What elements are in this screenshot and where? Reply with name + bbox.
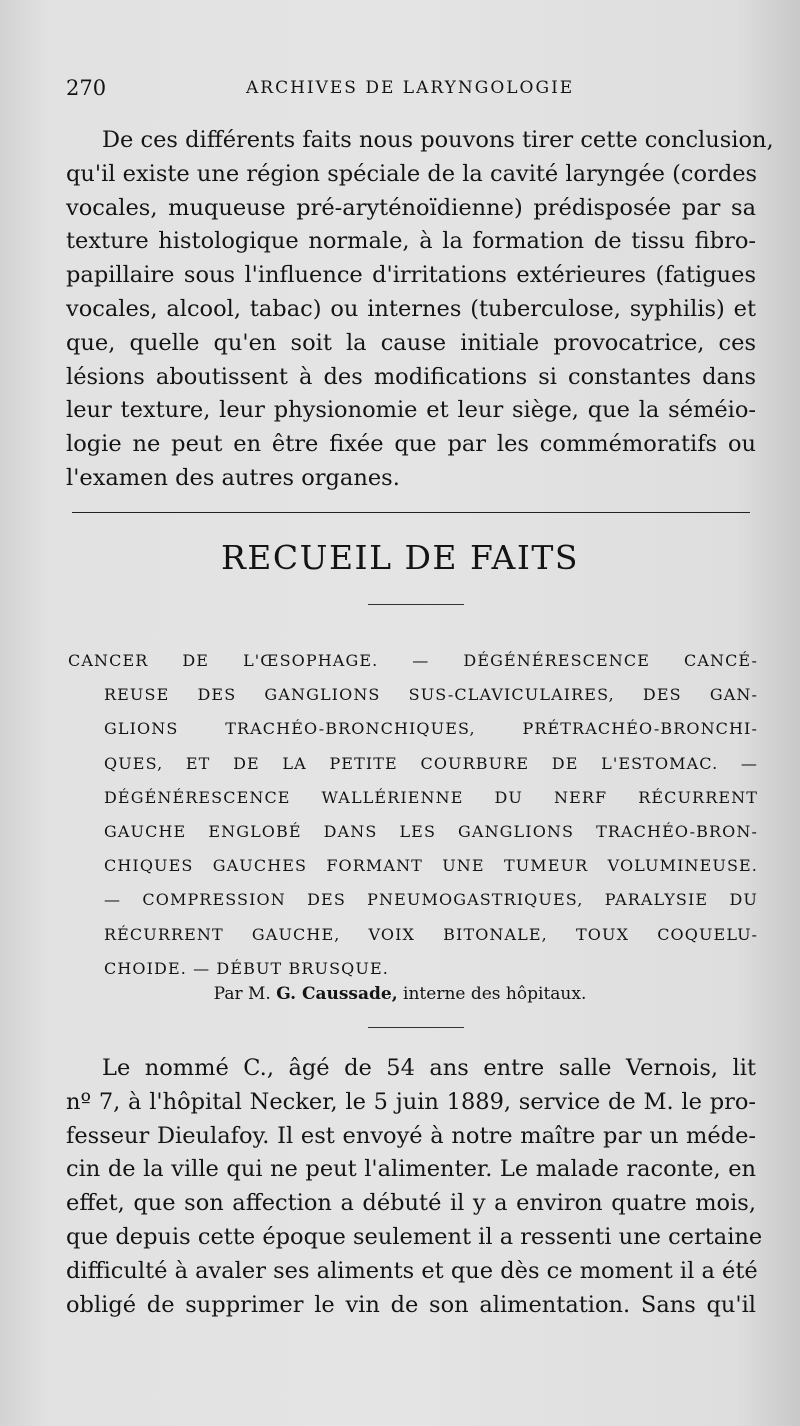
text-line: De ces différents faits nous pouvons tirer cette conclusion, — [102, 127, 774, 153]
case-title-line: CHOIDE. — DÉBUT BRUSQUE. — [104, 958, 389, 978]
text-line: vocales, muqueuse pré-aryténoïdienne) prédisposée par sa — [66, 194, 756, 221]
text-line: Le nommé C., âgé de 54 ans entre salle Vernois, lit — [102, 1055, 756, 1081]
text-line: vocales, alcool, tabac) ou internes (tuberculose, syphilis) et — [66, 295, 756, 322]
short-divider — [368, 1027, 464, 1028]
text-line: papillaire sous l'influence d'irritations extérieures (fatigues — [66, 262, 756, 289]
text-line: texture histologique normale, à la formation de tissu fibro- — [66, 228, 756, 255]
text-line: lésions aboutissent à des modifications si constantes dans — [66, 363, 756, 390]
text-line: que, quelle qu'en soit la cause initiale provocatrice, ces — [66, 329, 756, 356]
case-title-line: QUES, ET DE LA PETITE COURBURE DE L'ESTOMAC. — — [104, 753, 758, 773]
text-line: cin de la ville qui ne peut l'alimenter. Le malade raconte, en — [66, 1156, 756, 1183]
page-header — [66, 76, 760, 106]
case-title-line: DÉGÉNÉRESCENCE WALLÉRIENNE DU NERF RÉCURRENT — [104, 787, 758, 807]
short-divider — [368, 604, 464, 605]
text-line: obligé de supprimer le vin de son alimentation. Sans qu'il — [66, 1291, 756, 1318]
text-line: fesseur Dieulafoy. Il est envoyé à notre maître par un méde- — [66, 1122, 756, 1149]
case-title-line: REUSE DES GANGLIONS SUS-CLAVICULAIRES, DES GAN- — [104, 685, 758, 705]
case-title — [68, 644, 758, 986]
section-title: RECUEIL DE FAITS — [220, 538, 580, 577]
text-line: que depuis cette époque seulement il a ressenti une certaine — [66, 1223, 763, 1250]
case-title-line: GLIONS TRACHÉO-BRONCHIQUES, PRÉTRACHÉO-BRONCHI- — [104, 719, 758, 739]
author-prefix: Par M. — [213, 984, 271, 1004]
case-paragraph — [66, 1052, 763, 1322]
author-suffix: interne des hôpitaux. — [403, 984, 587, 1004]
text-line: nº 7, à l'hôpital Necker, le 5 juin 1889, service de M. le pro- — [66, 1088, 756, 1115]
section-divider — [72, 512, 750, 513]
author-name: G. Caussade, — [276, 984, 398, 1004]
page-number: 270 — [66, 76, 107, 100]
conclusion-paragraph — [66, 124, 774, 496]
text-line: difficulté à avaler ses aliments et que dès ce moment il a été — [66, 1257, 758, 1284]
text-line: qu'il existe une région spéciale de la cavité laryngée (cordes — [66, 160, 758, 187]
case-title-line: RÉCURRENT GAUCHE, VOIX BITONALE, TOUX COQUELU- — [104, 924, 758, 944]
case-title-line: CANCER DE L'ŒSOPHAGE. — DÉGÉNÉRESCENCE CANCÉ- — [68, 651, 758, 670]
text-line: effet, que son affection a débuté il y a environ quatre mois, — [66, 1190, 756, 1217]
text-line: leur texture, leur physionomie et leur siège, que la séméio- — [66, 397, 756, 424]
case-title-line: — COMPRESSION DES PNEUMOGASTRIQUES, PARALYSIE DU — [104, 890, 758, 910]
running-title: ARCHIVES DE LARYNGOLOGIE — [246, 78, 575, 98]
text-line: l'examen des autres organes. — [66, 464, 400, 491]
case-title-line: CHIQUES GAUCHES FORMANT UNE TUMEUR VOLUMINEUSE. — [104, 856, 758, 876]
author-line — [0, 984, 800, 1004]
text-line: logie ne peut en être fixée que par les commémoratifs ou — [66, 431, 756, 458]
case-title-line: GAUCHE ENGLOBÉ DANS LES GANGLIONS TRACHÉO-BRON- — [104, 822, 758, 842]
